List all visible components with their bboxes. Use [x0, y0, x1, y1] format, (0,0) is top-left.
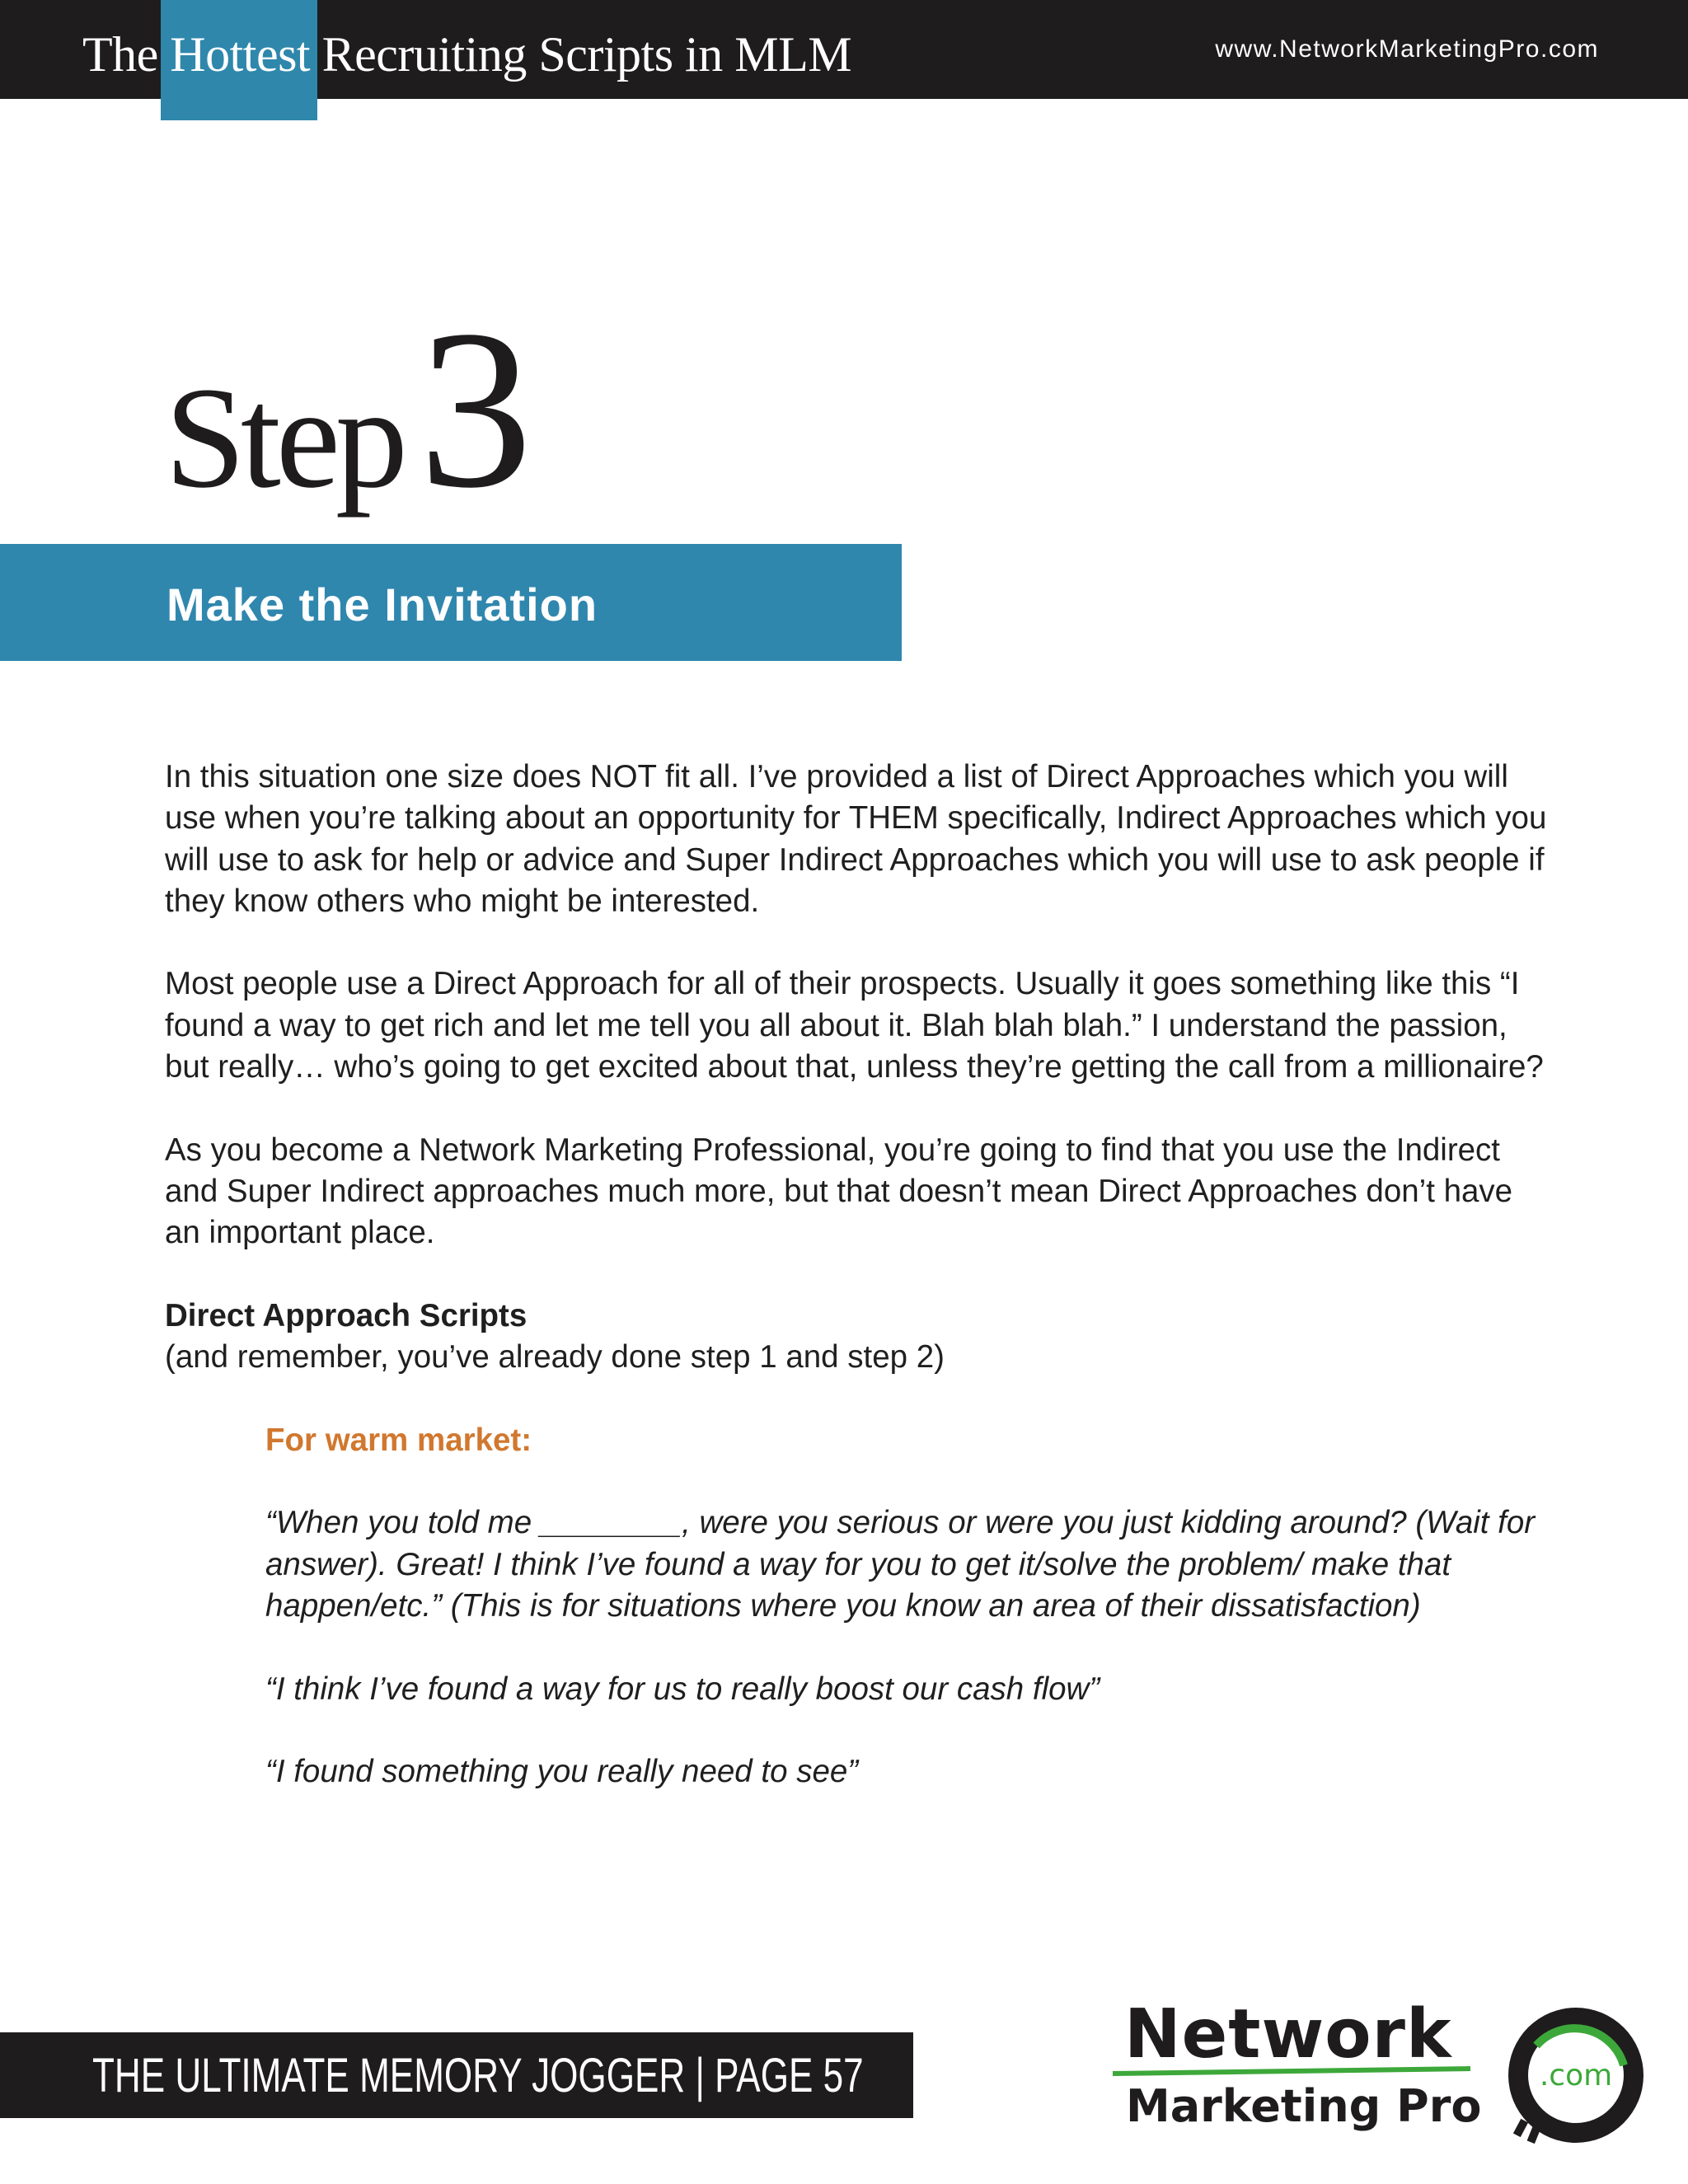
- script-quote: “I think I’ve found a way for us to really boost our cash flow”: [265, 1671, 1100, 1707]
- header-title-suffix: Recruiting Scripts in MLM: [310, 27, 852, 82]
- section-heading: Direct Approach Scripts: [165, 1297, 528, 1333]
- footer-page-label: THE ULTIMATE MEMORY JOGGER | PAGE 57: [92, 2049, 864, 2102]
- header-title-prefix: The: [82, 27, 171, 82]
- scripts-list: [265, 1420, 1568, 1793]
- warm-market-heading: For warm market:: [265, 1422, 532, 1458]
- script-quote: “I found something you really need to see”: [265, 1754, 859, 1790]
- section-note: (and remember, you’ve already done step 1 and step 2): [165, 1339, 945, 1376]
- body-content: [165, 757, 1550, 1835]
- step-word: Step: [165, 358, 403, 518]
- subtitle-band: [0, 544, 902, 661]
- body-paragraph: In this situation one size does NOT fit all. I’ve provided a list of Direct Approaches which you will use when you’re talking about an opportunity for THEM specifically, Indirect Approaches which you will use to ask for help or advice and Super Indirect Approaches which you will use to ask people if they know others who might be interested.: [165, 759, 1547, 919]
- script-quote: “When you told me ________, were you serious or were you just kidding around? (Wait for answer). Great! I think I’ve found a way for you to get it/solve the problem/ make that happen/etc.” (This is for situations where you know an area of their dissatisfaction): [265, 1505, 1536, 1624]
- header-title-highlight: Hottest: [170, 27, 311, 82]
- logo-line1: Network: [1124, 1996, 1452, 2074]
- direct-approach-section: [165, 1296, 1550, 1379]
- header-url: www.NetworkMarketingPro.com: [1215, 35, 1599, 63]
- logo-line2: Marketing Pro: [1126, 2080, 1482, 2132]
- step-number: 3: [419, 283, 532, 535]
- body-paragraph: As you become a Network Marketing Professional, you’re going to find that you use the Indirect and Super Indirect approaches much more, but that doesn’t mean Direct Approaches don’t have an important place.: [165, 1132, 1513, 1251]
- section-subtitle: Make the Invitation: [166, 579, 598, 630]
- body-paragraph: Most people use a Direct Approach for all of their prospects. Usually it goes something like this “I found a way to get rich and let me tell you all about it. Blah blah blah.” I understand the passion, but really… who’s going to get excited about that, unless they’re getting the call from a millionaire?: [165, 966, 1544, 1085]
- header-title: [82, 21, 851, 87]
- network-marketing-pro-logo: [1108, 1996, 1648, 2146]
- logo-com-badge: .com: [1539, 2059, 1613, 2093]
- footer-bar: [0, 2032, 913, 2118]
